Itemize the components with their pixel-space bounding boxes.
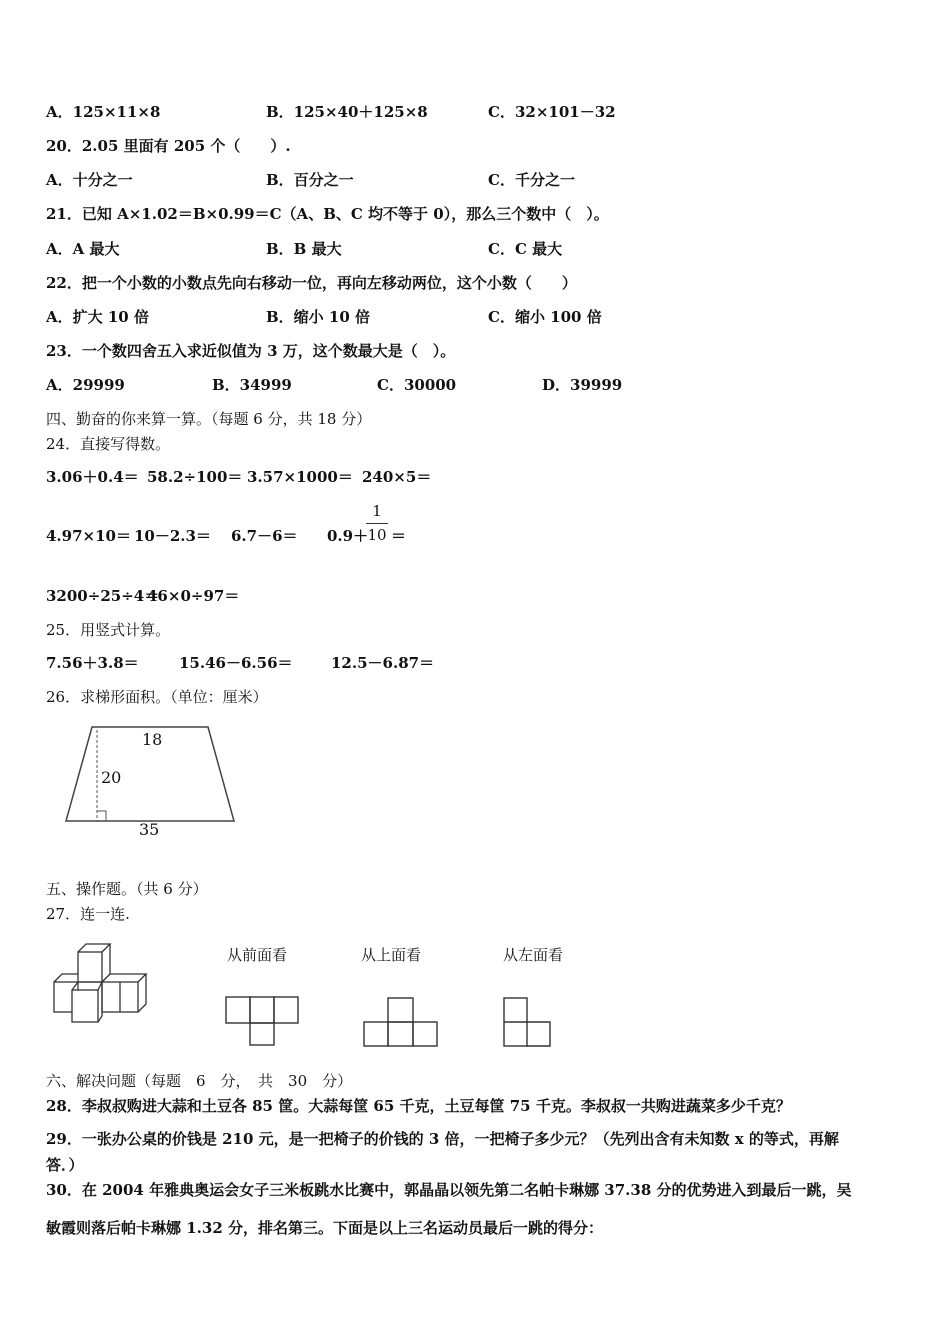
section4-title: 四、勤奋的你来算一算。（每题 6 分，共 18 分） xyxy=(46,410,372,428)
q21-option-c: C．C 最大 xyxy=(488,240,563,258)
q29-line2: 答．） xyxy=(46,1156,84,1174)
q19-option-b: B．125×40＋125×8 xyxy=(266,103,428,121)
q23-option-c: C．30000 xyxy=(377,376,457,394)
q26-stem: 26．求梯形面积。（单位：厘米） xyxy=(46,688,268,706)
q23-stem: 23．一个数四舍五入求近似值为 3 万，这个数最大是（ ）。 xyxy=(46,342,456,360)
q23-option-a: A．29999 xyxy=(46,376,125,394)
view-label-left: 从左面看 xyxy=(503,946,564,964)
section5-title: 五、操作题。（共 6 分） xyxy=(46,880,208,898)
fraction-numerator: 1 xyxy=(372,502,382,520)
q20-option-a: A．十分之一 xyxy=(46,171,133,189)
q25-item: 15.46－6.56＝ xyxy=(179,654,293,672)
q21-stem: 21．已知 A×1.02＝B×0.99＝C（A、B、C 均不等于 0），那么三个数中（ ）。 xyxy=(46,205,609,223)
q21-option-b: B．B 最大 xyxy=(266,240,342,258)
q27-stem: 27．连一连. xyxy=(46,905,130,923)
q24-item: 0.9＋ xyxy=(327,527,369,545)
fraction-denominator: 10 xyxy=(367,526,387,544)
section6-title: 六、解决问题（每题 6 分， 共 30 分） xyxy=(46,1072,353,1090)
q29-line1: 29．一张办公桌的价钱是 210 元，是一把椅子的价钱的 3 倍，一把椅子多少元？（先列出含有未知数 x 的等式，再解 xyxy=(46,1130,839,1148)
q24-item: 240×5＝ xyxy=(362,468,432,486)
trapezoid-bottom-label: 35 xyxy=(139,820,160,839)
q28-text: 28．李叔叔购进大蒜和土豆各 85 筐。大蒜每筐 65 千克，土豆每筐 75 千克。李叔叔一共购进蔬菜多少千克？ xyxy=(46,1097,791,1115)
q22-stem: 22．把一个小数的小数点先向右移动一位，再向左移动两位，这个小数（ ） xyxy=(46,274,577,292)
q30-line2: 敏霞则落后帕卡琳娜 1.32 分，排名第三。下面是以上三名运动员最后一跳的得分： xyxy=(46,1219,603,1237)
q20-option-b: B．百分之一 xyxy=(266,171,354,189)
view-shape-top xyxy=(360,994,444,1050)
q23-option-b: B．34999 xyxy=(212,376,292,394)
q20-stem: 20．2.05 里面有 205 个（ ）. xyxy=(46,137,291,155)
cube-stack-figure xyxy=(48,940,150,1028)
view-shape-front xyxy=(222,993,302,1049)
q25-stem: 25．用竖式计算。 xyxy=(46,621,171,639)
q23-option-d: D．39999 xyxy=(542,376,623,394)
trapezoid-top-label: 18 xyxy=(142,730,163,749)
fraction-bar xyxy=(366,523,388,524)
trapezoid-height-label: 20 xyxy=(101,768,122,787)
q20-option-c: C．千分之一 xyxy=(488,171,575,189)
q24-item: 6.7－6＝ xyxy=(231,527,298,545)
q24-item: 46×0÷97＝ xyxy=(147,587,240,605)
q24-item: 3.06＋0.4＝ xyxy=(46,468,139,486)
view-label-top: 从上面看 xyxy=(361,946,422,964)
q19-option-a: A．125×11×8 xyxy=(46,103,161,121)
view-label-front: 从前面看 xyxy=(227,946,288,964)
q24-item: 4.97×10＝ xyxy=(46,527,131,545)
q24-item: 3.57×1000＝ xyxy=(247,468,353,486)
q22-option-b: B．缩小 10 倍 xyxy=(266,308,370,326)
right-angle-mark xyxy=(97,811,106,821)
q30-line1: 30．在 2004 年雅典奥运会女子三米板跳水比赛中，郭晶晶以领先第二名帕卡琳娜 37.38 分的优势进入到最后一跳，吴 xyxy=(46,1181,852,1199)
view-shape-left xyxy=(500,994,560,1050)
q19-option-c: C．32×101－32 xyxy=(488,103,616,121)
q24-item: 10－2.3＝ xyxy=(134,527,211,545)
q22-option-a: A．扩大 10 倍 xyxy=(46,308,149,326)
q24-item: 3200÷25÷4＝ xyxy=(46,587,160,605)
q24-stem: 24．直接写得数。 xyxy=(46,435,171,453)
q22-option-c: C．缩小 100 倍 xyxy=(488,308,602,326)
q21-option-a: A．A 最大 xyxy=(46,240,120,258)
q25-item: 7.56＋3.8＝ xyxy=(46,654,139,672)
q24-equals: ＝ xyxy=(391,527,407,545)
q24-item: 58.2÷100＝ xyxy=(147,468,243,486)
q25-item: 12.5－6.87＝ xyxy=(331,654,435,672)
